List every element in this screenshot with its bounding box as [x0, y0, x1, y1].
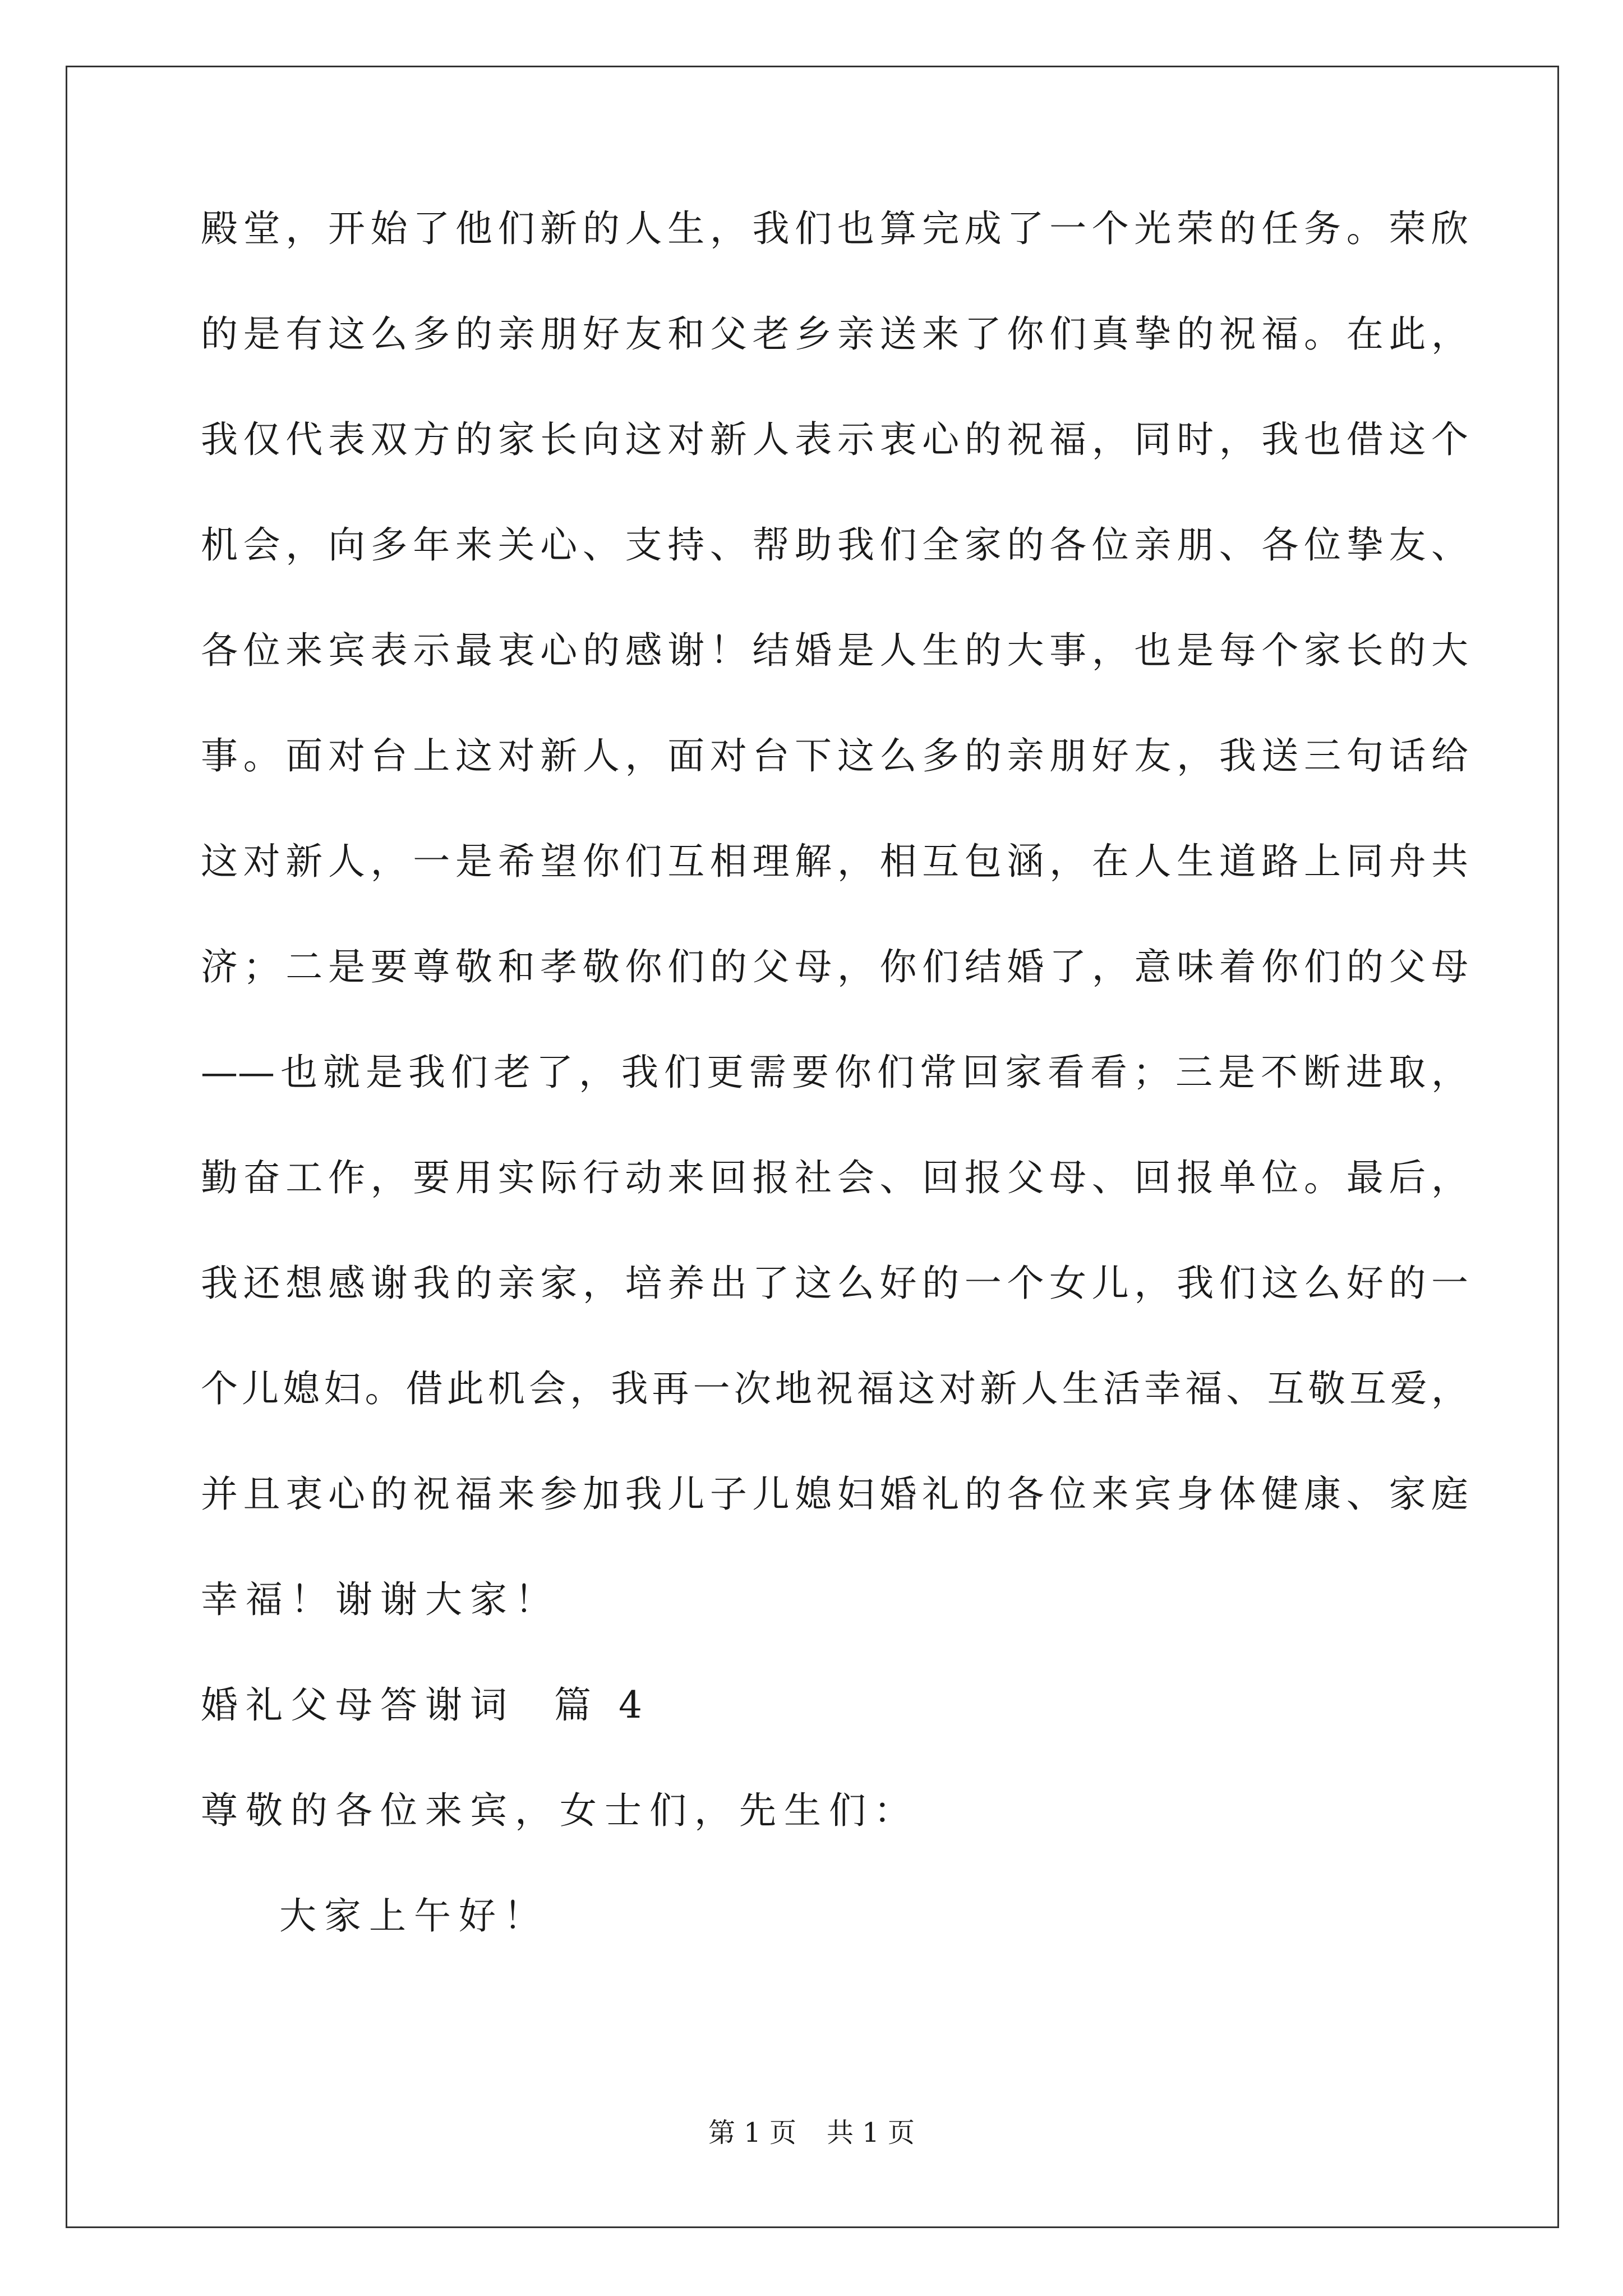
paragraph-line: 我还想感谢我的亲家，培养出了这么好的一个女儿，我们这么好的一: [201, 1262, 1468, 1305]
page-number: 第 1 页: [708, 2117, 796, 2148]
paragraph-line: 我仅代表双方的家长向这对新人表示衷心的祝福，同时，我也借这个: [201, 418, 1468, 461]
paragraph-line: 殿堂，开始了他们新的人生，我们也算完成了一个光荣的任务。荣欣: [201, 207, 1468, 250]
page-footer: [0, 2119, 1623, 2146]
paragraph-line: 幸福！谢谢大家！: [201, 1578, 560, 1621]
paragraph-line: 的是有这么多的亲朋好友和父老乡亲送来了你们真挚的祝福。在此，: [201, 312, 1468, 356]
document-body: [201, 207, 1468, 2003]
paragraph-line: 并且衷心的祝福来参加我儿子儿媳妇婚礼的各位来宾身体健康、家庭: [201, 1473, 1468, 1516]
greeting: 大家上午好！: [279, 1894, 548, 1938]
paragraph-line: 济；二是要尊敬和孝敬你们的父母，你们结婚了，意味着你们的父母: [201, 945, 1468, 988]
page-total: 共 1 页: [827, 2117, 915, 2148]
paragraph-line: ——也就是我们老了，我们更需要你们常回家看看；三是不断进取，: [201, 1051, 1468, 1094]
paragraph-line: 事。面对台上这对新人，面对台下这么多的亲朋好友，我送三句话给: [201, 734, 1468, 777]
paragraph-line: 个儿媳妇。借此机会，我再一次地祝福这对新人生活幸福、互敬互爱，: [201, 1367, 1468, 1410]
paragraph-line: 勤奋工作，要用实际行动来回报社会、回报父母、回报单位。最后，: [201, 1156, 1468, 1199]
section-heading: 婚礼父母答谢词 篇 4: [201, 1683, 650, 1727]
paragraph-line: 各位来宾表示最衷心的感谢！结婚是人生的大事，也是每个家长的大: [201, 629, 1468, 672]
salutation: 尊敬的各位来宾，女士们，先生们：: [201, 1789, 919, 1832]
paragraph-line: 机会，向多年来关心、支持、帮助我们全家的各位亲朋、各位挚友、: [201, 523, 1468, 567]
paragraph-line: 这对新人，一是希望你们互相理解，相互包涵，在人生道路上同舟共: [201, 840, 1468, 883]
